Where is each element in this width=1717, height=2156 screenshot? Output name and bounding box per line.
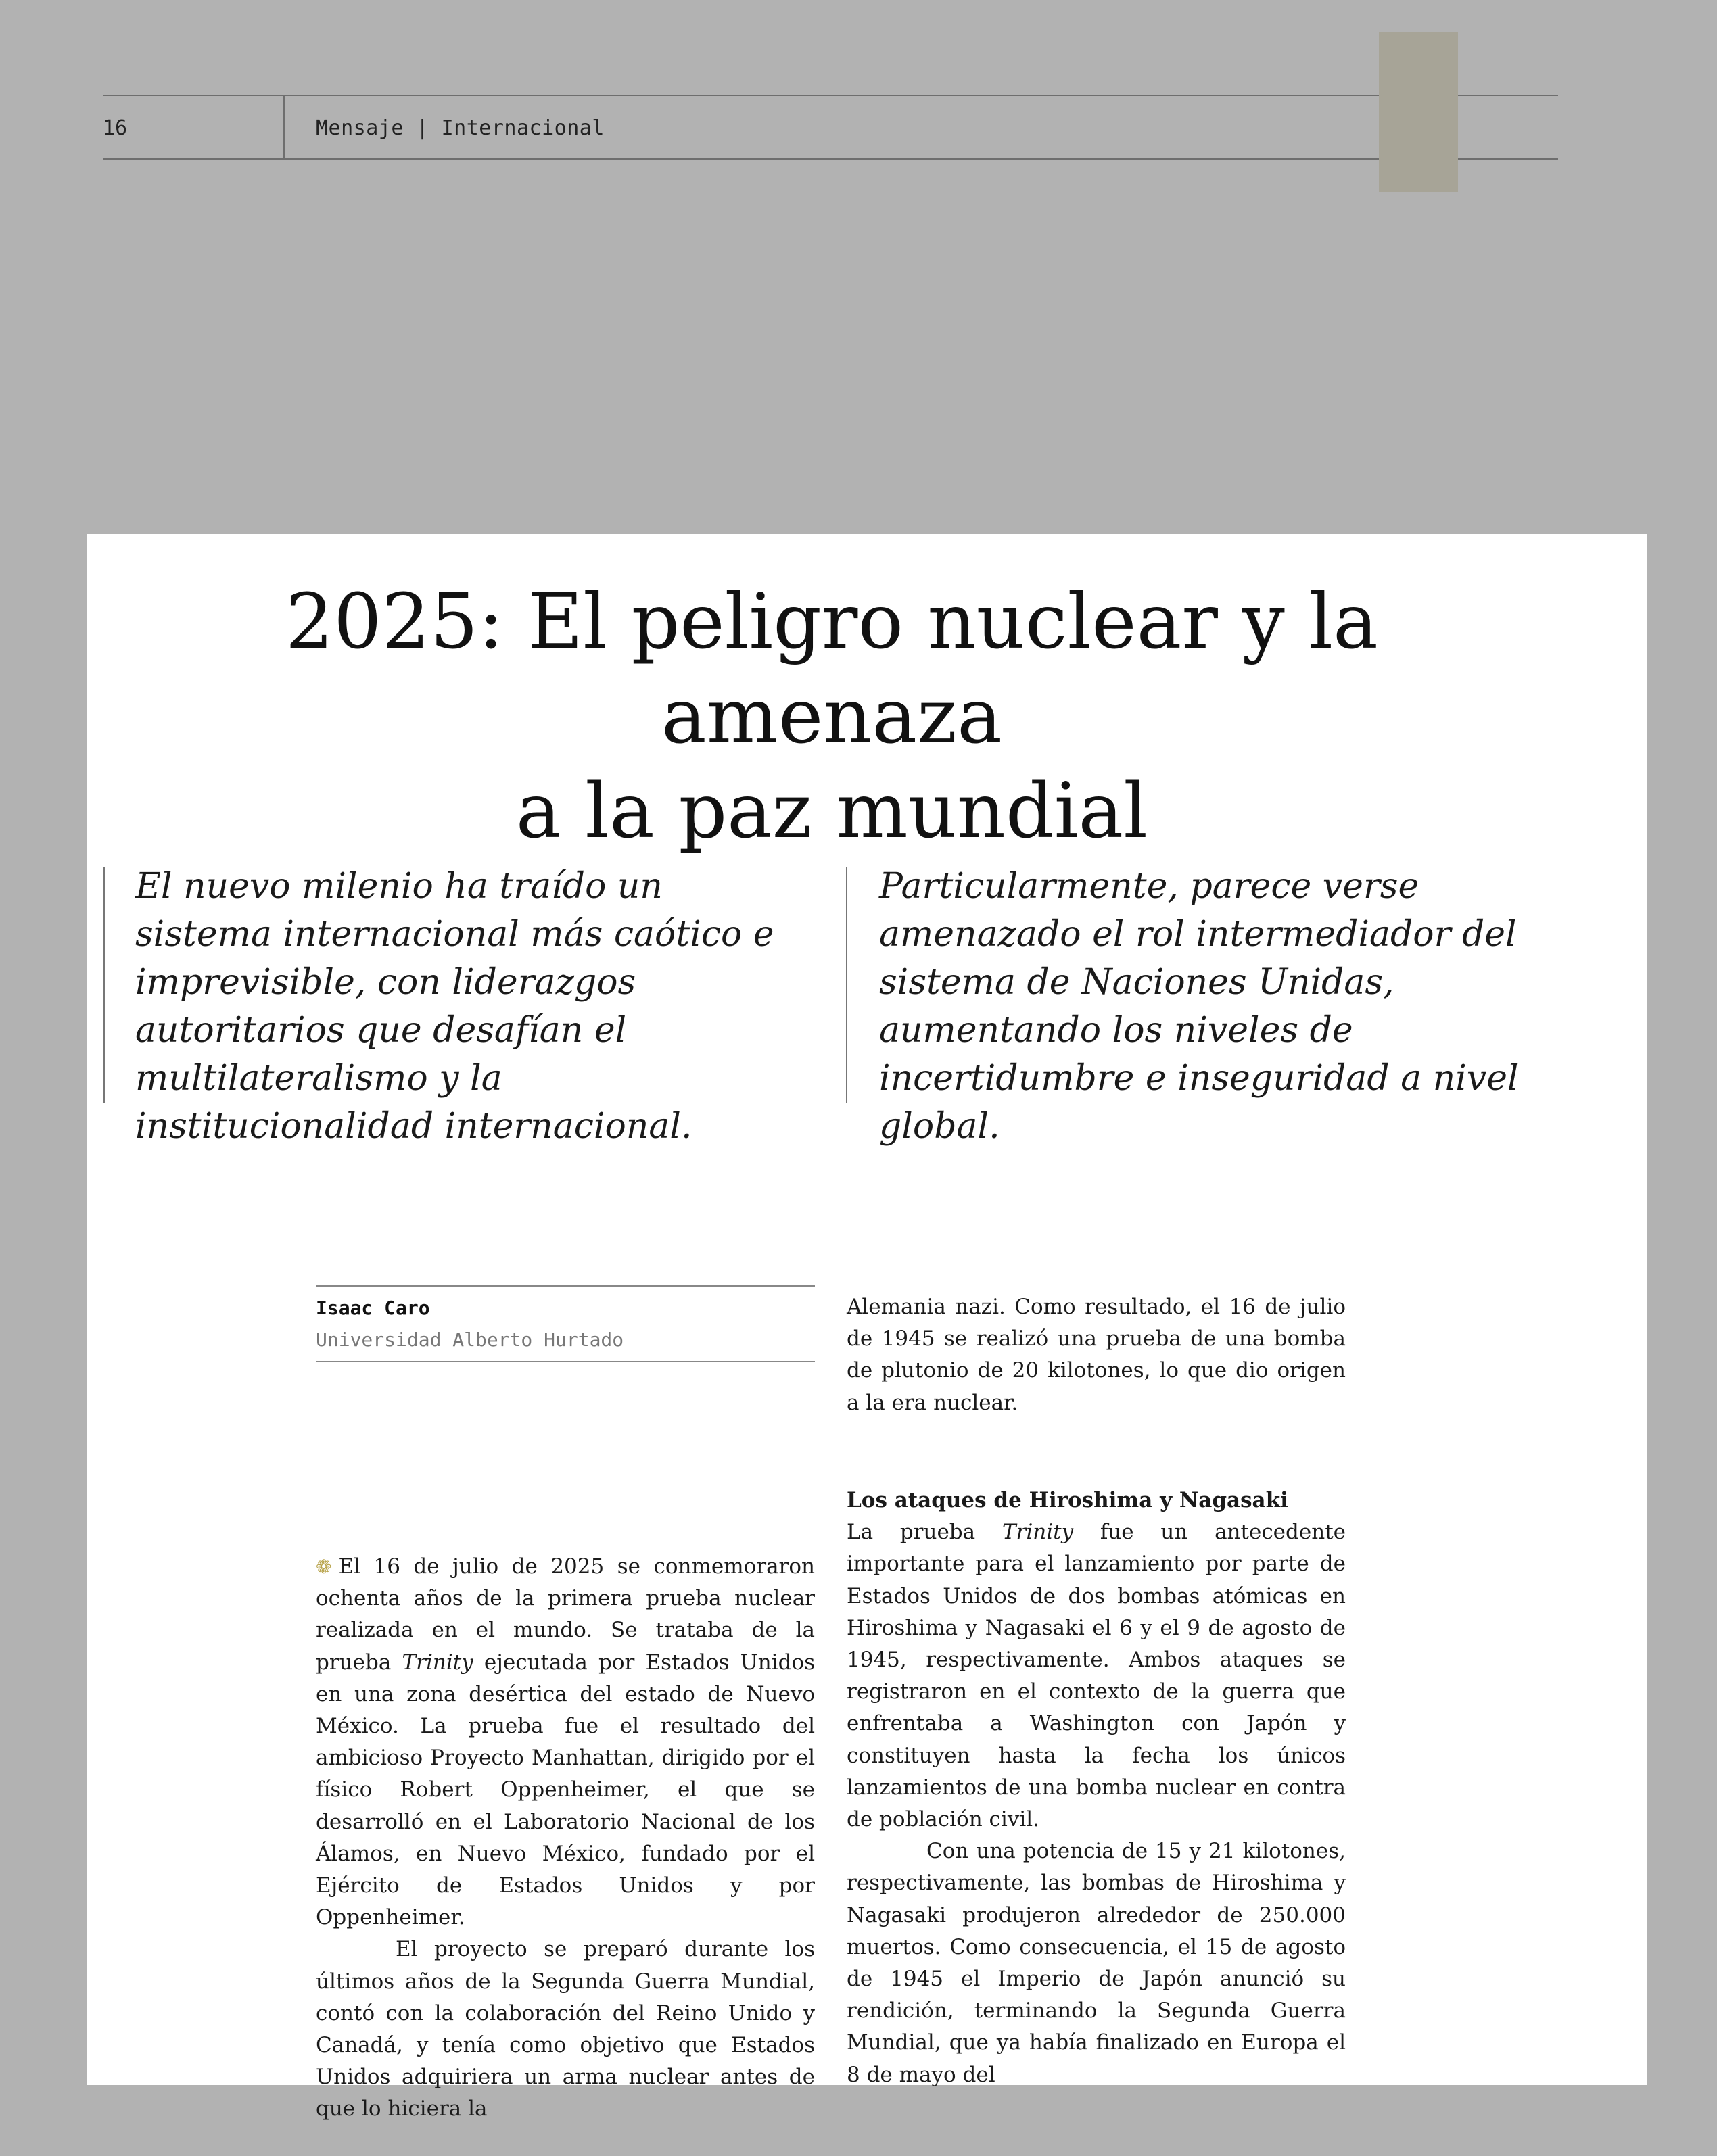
header-divider bbox=[283, 95, 285, 160]
body-paragraph: Con una potencia de 15 y 21 kilotones, respectivamente, las bombas de Hiroshima y Nagasaki produjeron alrededor de 250.000 muertos. Como consecuencia, el 15 de agosto de 1945 el Imperio de Japón anunció su rendición, terminando la Segunda Guerra Mundial, que ya había finalizado en Europa el 8 de mayo del bbox=[847, 1839, 1346, 2087]
body-text: El 16 de julio de 2025 se conmemoraron ochenta años de la primera prueba nuclear realizada en el mundo. Se trataba de la prueba bbox=[316, 1554, 815, 1675]
body-column-1 bbox=[316, 1551, 815, 2126]
article-title bbox=[156, 575, 1508, 859]
section-tab-marker bbox=[1379, 32, 1458, 192]
body-text: La prueba bbox=[847, 1520, 1002, 1545]
body-paragraph bbox=[847, 1516, 1346, 1836]
body-paragraph: El proyecto se preparó durante los últimos años de la Segunda Guerra Mundial, contó con la colaboración del Reino Unido y Canadá, y tenía como objetivo que Estados Unidos adquiriera un arma nuclear antes de que lo hiciera la bbox=[316, 1937, 815, 2122]
body-text: fue un antecedente importante para el lanzamiento por parte de Estados Unidos de dos bombas atómicas en Hiroshima y Nagasaki el 6 y el 9 de agosto de 1945, respectivamente. Ambos ataques se registraron en el contexto de la guerra que enfrentaba a Washington con Japón y constituyen hasta la fecha los únicos lanzamientos de una bomba nuclear en contra de población civil. bbox=[847, 1520, 1346, 1832]
author-name: Isaac Caro bbox=[316, 1297, 430, 1319]
body-paragraph bbox=[316, 1551, 815, 1934]
body-column-2-top bbox=[847, 1291, 1346, 1419]
flower-ornament-icon: ❁ bbox=[316, 1556, 332, 1578]
byline-rule-top bbox=[316, 1285, 815, 1287]
body-column-2 bbox=[847, 1485, 1346, 2091]
lead-right-rule bbox=[846, 867, 847, 1103]
byline-rule-bottom bbox=[316, 1361, 815, 1362]
section-label: Mensaje | Internacional bbox=[316, 116, 605, 140]
section-subheading: Los ataques de Hiroshima y Nagasaki bbox=[847, 1488, 1288, 1512]
body-text: ejecutada por Estados Unidos en una zona desértica del estado de Nuevo México. La prueba fue el resultado del ambicioso Proyecto Manhattan, dirigido por el físico Robert Oppenheimer, el que se desarrolló en el Laboratorio Nacional de los Álamos, en Nuevo México, fundado por el Ejército de Estados Unidos y por Oppenheimer. bbox=[316, 1650, 815, 1930]
lead-left-rule bbox=[103, 867, 105, 1103]
title-line-1: 2025: El peligro nuclear y la amenaza bbox=[285, 578, 1378, 761]
lead-right: Particularmente, parece verse amenazado el rol intermediador del sistema de Naciones Unidas, aumentando los niveles de incertidumbre e inseguridad a nivel global. bbox=[879, 866, 1519, 1147]
header-rule-bottom bbox=[103, 158, 1558, 160]
page-number: 16 bbox=[103, 116, 128, 140]
title-line-2: a la paz mundial bbox=[515, 767, 1148, 855]
header-rule-top bbox=[103, 95, 1558, 96]
author-affiliation: Universidad Alberto Hurtado bbox=[316, 1328, 624, 1351]
lead-left: El nuevo milenio ha traído un sistema internacional más caótico e imprevisible, con liderazgos autoritarios que desafían el multilateralismo y la institucionalidad internacional. bbox=[135, 866, 774, 1147]
body-text-italic: Trinity bbox=[1002, 1520, 1074, 1545]
body-paragraph: Alemania nazi. Como resultado, el 16 de julio de 1945 se realizó una prueba de una bomba de plutonio de 20 kilotones, lo que dio origen a la era nuclear. bbox=[847, 1295, 1346, 1415]
body-text-italic: Trinity bbox=[402, 1650, 473, 1675]
